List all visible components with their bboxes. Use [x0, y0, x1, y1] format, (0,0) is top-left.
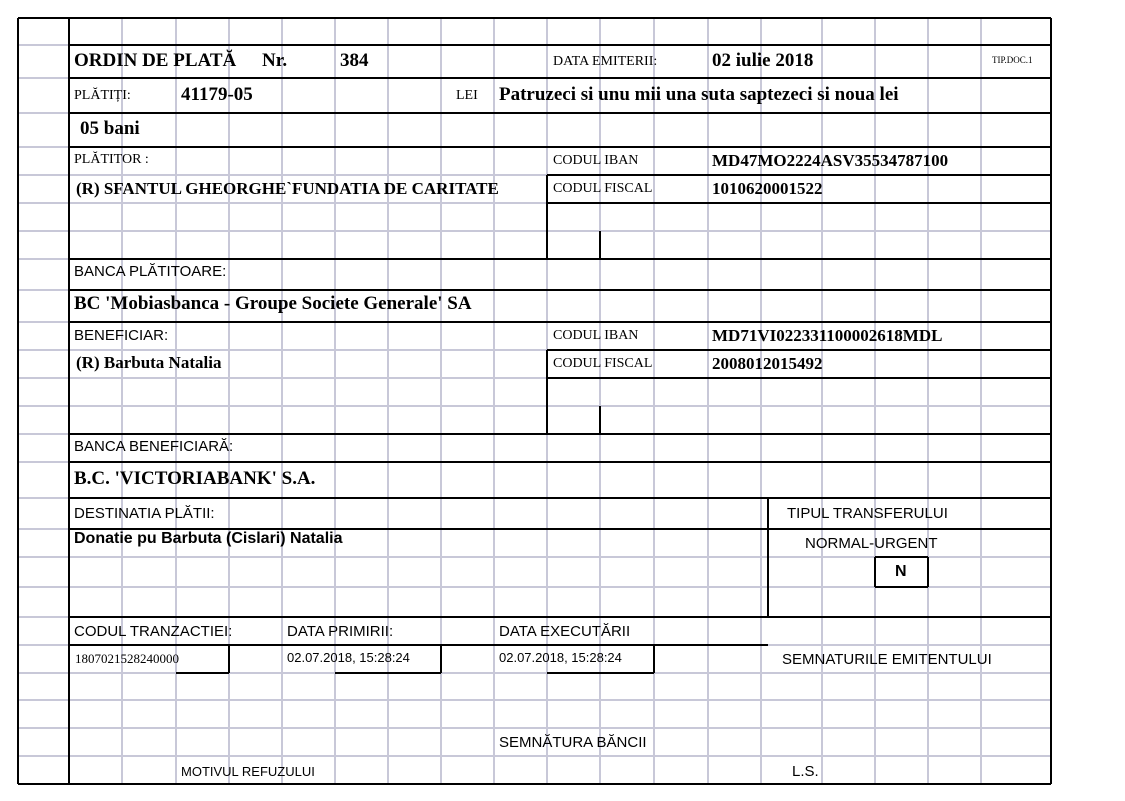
beneficiary-bank-label: BANCA BENEFICIARĂ: — [74, 438, 234, 455]
beneficiary-name: (R) Barbuta Natalia — [76, 353, 222, 372]
payer-bank-label: BANCA PLĂTITOARE: — [74, 263, 227, 280]
transfer-type-value: N — [895, 563, 907, 580]
issuer-signatures-label: SEMNATURILE EMITENTULUI — [782, 651, 992, 668]
amount-numeric: 41179-05 — [181, 84, 253, 105]
pay-label: PLĂTIȚI: — [74, 88, 131, 103]
purpose-text: Donatie pu Barbuta (Cislari) Natalia — [74, 530, 343, 547]
beneficiary-iban-label: CODUL IBAN — [553, 328, 639, 343]
beneficiary-bank-name: B.C. 'VICTORIABANK' S.A. — [74, 468, 316, 489]
payer-iban-label: CODUL IBAN — [553, 153, 639, 168]
issue-date-label: DATA EMITERII: — [553, 54, 658, 69]
received-datetime: 02.07.2018, 15:28:24 — [287, 650, 410, 665]
payer-fiscal-label: CODUL FISCAL — [553, 181, 653, 196]
beneficiary-fiscal-label: CODUL FISCAL — [553, 356, 653, 371]
currency-label: LEI — [456, 88, 478, 103]
amount-words: Patruzeci si unu mii una suta saptezeci si noua lei — [499, 84, 899, 105]
refusal-reason-label: MOTIVUL REFUZULUI — [181, 764, 315, 779]
transaction-code-label: CODUL TRANZACTIEI: — [74, 623, 233, 640]
purpose-label: DESTINATIA PLĂTII: — [74, 505, 215, 522]
issue-date: 02 iulie 2018 — [712, 50, 814, 71]
payer-label: PLĂTITOR : — [74, 152, 149, 167]
beneficiary-iban: MD71VI022331100002618MDL — [712, 326, 943, 345]
transfer-options: NORMAL-URGENT — [805, 535, 938, 552]
transfer-type-label: TIPUL TRANSFERULUI — [787, 505, 948, 522]
document-type: TIP.DOC.1 — [992, 55, 1033, 65]
seal-label: L.S. — [792, 763, 819, 780]
payer-name: (R) SFANTUL GHEORGHE`FUNDATIA DE CARITATE — [76, 179, 499, 198]
execution-datetime: 02.07.2018, 15:28:24 — [499, 650, 622, 665]
bank-signature-label: SEMNĂTURA BĂNCII — [499, 734, 647, 751]
form-title: ORDIN DE PLATĂ — [74, 50, 237, 71]
number-label: Nr. — [262, 50, 288, 71]
payer-iban: MD47MO2224ASV35534787100 — [712, 151, 949, 170]
payer-fiscal-code: 1010620001522 — [712, 179, 823, 198]
beneficiary-fiscal-code: 2008012015492 — [712, 354, 823, 373]
payer-bank-name: BC 'Mobiasbanca - Groupe Societe Generale' SA — [74, 293, 472, 314]
transaction-code: 1807021528240000 — [75, 651, 179, 666]
received-date-label: DATA PRIMIRII: — [287, 623, 394, 640]
amount-words-continued: 05 bani — [80, 118, 140, 139]
beneficiary-label: BENEFICIAR: — [74, 327, 169, 344]
document-number: 384 — [340, 50, 369, 71]
execution-date-label: DATA EXECUTĂRII — [499, 623, 631, 640]
